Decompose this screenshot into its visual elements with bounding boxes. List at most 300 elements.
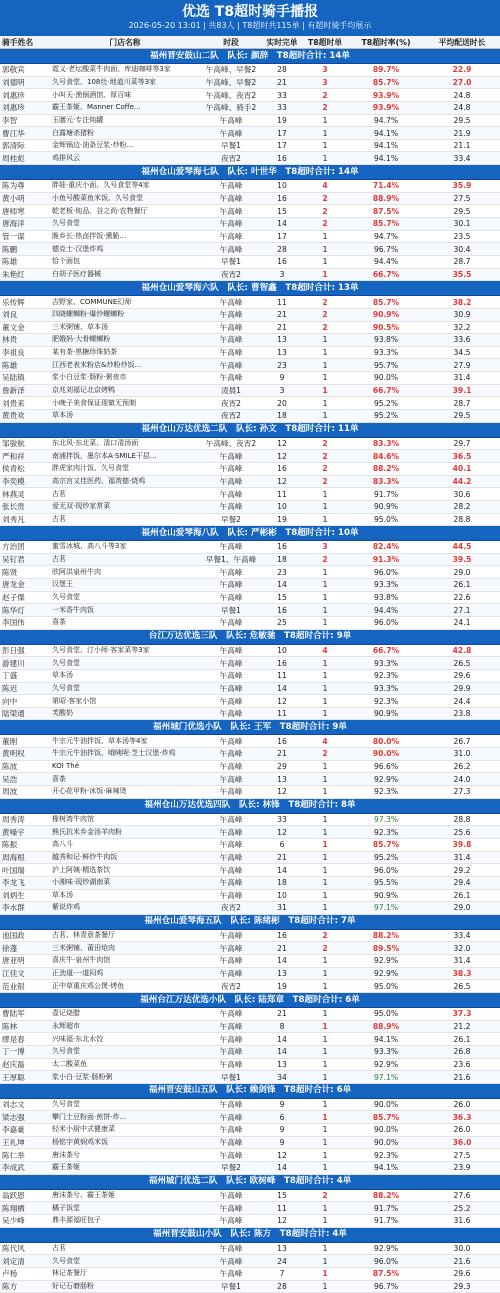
t8-rate: 96.0% <box>348 1255 424 1268</box>
team-header-row <box>0 1227 500 1242</box>
completed-count: 21 <box>262 942 302 955</box>
store-name: 四晓螺蛳粉·爆炒螺蛳粉 <box>50 308 200 321</box>
completed-count: 11 <box>262 1202 302 1215</box>
store-name: 橘子饭堂 <box>50 1202 200 1215</box>
t8-rate: 87.5% <box>348 1267 424 1280</box>
table-row <box>0 889 500 902</box>
completed-count: 13 <box>262 773 302 786</box>
store-name: 小叫天·渔锅酒馆、厚百味 <box>50 89 200 102</box>
rider-name: 王礼坤 <box>0 1136 50 1149</box>
t8-rate: 84.6% <box>348 450 424 463</box>
avg-duration: 37.3 <box>424 1008 500 1021</box>
t8-overtime-count: 2 <box>302 308 348 321</box>
t8-overtime-count: 1 <box>302 695 348 708</box>
rider-name: 曹陆军 <box>0 1008 50 1021</box>
store-name: 古茗 <box>50 513 200 526</box>
store-name: 脆乡长·热卤拌饭·熏脆... <box>50 230 200 243</box>
table-row <box>0 1124 500 1137</box>
t8-rate: 94.4% <box>348 255 424 268</box>
t8-rate: 91.7% <box>348 488 424 501</box>
table-row <box>0 230 500 243</box>
period: 早餐1 <box>200 1280 262 1293</box>
store-name: 京兆刘福记北京烤鸭 <box>50 384 200 397</box>
avg-duration: 33.4 <box>424 152 500 165</box>
completed-count: 33 <box>262 813 302 826</box>
col-t8-overtime: T8超时单 <box>302 36 348 49</box>
avg-duration: 29.5 <box>424 410 500 423</box>
rider-name: 徐蓬 <box>0 942 50 955</box>
completed-count: 12 <box>262 437 302 450</box>
table-row <box>0 942 500 955</box>
rider-name: 周波 <box>0 786 50 799</box>
store-name: 霓义·老坛酸菜牛肉面、库迪咖啡等3家 <box>50 64 200 77</box>
period: 午高峰 <box>200 1149 262 1162</box>
table-row <box>0 707 500 720</box>
t8-overtime-count: 1 <box>302 488 348 501</box>
avg-duration: 44.2 <box>424 475 500 488</box>
period: 午高峰 <box>200 967 262 980</box>
rider-name: 吴少峰 <box>0 1214 50 1227</box>
store-name: 芙酸奶 <box>50 707 200 720</box>
rider-name: 翁跃恩 <box>0 1189 50 1202</box>
rider-name: 陈鹏 <box>0 243 50 256</box>
store-name: 南浦拌饭、墨尔本A·SMILE干层... <box>50 450 200 463</box>
avg-duration: 30.6 <box>424 488 500 501</box>
completed-count: 31 <box>262 902 302 915</box>
avg-duration: 23.6 <box>424 1058 500 1071</box>
store-name: 越秀和记·鲜炒牛肉饭 <box>50 851 200 864</box>
rider-name: 唐龙金 <box>0 579 50 592</box>
rider-name: 向中 <box>0 695 50 708</box>
team-header-row <box>0 281 500 296</box>
t8-overtime-count: 2 <box>302 1189 348 1202</box>
completed-count: 18 <box>262 876 302 889</box>
table-row <box>0 748 500 761</box>
t8-rate: 93.3% <box>348 682 424 695</box>
t8-overtime-count: 1 <box>302 851 348 864</box>
period: 早餐1 <box>200 1071 262 1084</box>
period: 午高峰 <box>200 192 262 205</box>
t8-rate: 90.0% <box>348 1124 424 1137</box>
team-title: 福州城门优选小队 队长: 王军 T8超时合计: 9单 <box>0 720 500 735</box>
completed-count: 3 <box>262 268 302 281</box>
table-row <box>0 76 500 89</box>
t8-rate: 89.7% <box>348 64 424 77</box>
team-title: 福州台江万达优选小队 队长: 陆郑章 T8超时合计: 6单 <box>0 993 500 1008</box>
store-name: 太二酸菜鱼 <box>50 1058 200 1071</box>
period: 午高峰 <box>200 707 262 720</box>
avg-duration: 22.6 <box>424 591 500 604</box>
t8-rate: 97.1% <box>348 1071 424 1084</box>
completed-count: 11 <box>262 296 302 309</box>
team-title: 福州城门优选二队 队长: 欧树峰 T8超时合计: 4单 <box>0 1174 500 1189</box>
t8-rate: 85.7% <box>348 76 424 89</box>
table-row <box>0 695 500 708</box>
t8-rate: 90.9% <box>348 500 424 513</box>
t8-rate: 91.7% <box>348 1202 424 1215</box>
table-row <box>0 1214 500 1227</box>
completed-count: 14 <box>262 1045 302 1058</box>
t8-overtime-count: 1 <box>302 1255 348 1268</box>
period: 早餐1、午高峰 <box>200 553 262 566</box>
table-row <box>0 450 500 463</box>
t8-overtime-count: 3 <box>302 64 348 77</box>
avg-duration: 27.3 <box>424 786 500 799</box>
t8-overtime-count: 1 <box>302 127 348 140</box>
table-row <box>0 786 500 799</box>
table-row <box>0 1149 500 1162</box>
t8-overtime-count: 2 <box>302 296 348 309</box>
period: 午高峰、骑手2 <box>200 101 262 114</box>
t8-rate: 95.2% <box>348 397 424 410</box>
t8-rate: 94.7% <box>348 230 424 243</box>
t8-overtime-count: 1 <box>302 1020 348 1033</box>
t8-overtime-count: 1 <box>302 139 348 152</box>
avg-duration: 26.2 <box>424 760 500 773</box>
avg-duration: 23.8 <box>424 707 500 720</box>
t8-overtime-count: 2 <box>302 929 348 942</box>
completed-count: 21 <box>262 308 302 321</box>
rider-name: 李奕模 <box>0 475 50 488</box>
t8-rate: 96.0% <box>348 616 424 629</box>
t8-rate: 97.1% <box>348 902 424 915</box>
t8-rate: 90.9% <box>348 308 424 321</box>
table-row <box>0 218 500 231</box>
table-row <box>0 152 500 165</box>
t8-overtime-count: 2 <box>302 553 348 566</box>
t8-rate: 83.3% <box>348 475 424 488</box>
period: 午高峰 <box>200 1189 262 1202</box>
t8-rate: 94.1% <box>348 152 424 165</box>
period: 午高峰 <box>200 488 262 501</box>
avg-duration: 27.9 <box>424 359 500 372</box>
t8-rate: 85.7% <box>348 1111 424 1124</box>
store-name: 浆小白·豆浆·肠粉粥 <box>50 1071 200 1084</box>
completed-count: 33 <box>262 101 302 114</box>
t8-overtime-count: 1 <box>302 152 348 165</box>
t8-rate: 96.7% <box>348 243 424 256</box>
t8-overtime-count: 1 <box>302 591 348 604</box>
t8-rate: 87.5% <box>348 205 424 218</box>
period: 午高峰 <box>200 838 262 851</box>
table-row <box>0 682 500 695</box>
period: 午高峰 <box>200 579 262 592</box>
period: 午高峰 <box>200 760 262 773</box>
completed-count: 11 <box>262 669 302 682</box>
avg-duration: 26.0 <box>424 1124 500 1137</box>
table-row <box>0 308 500 321</box>
avg-duration: 29.0 <box>424 566 500 579</box>
t8-rate: 93.3% <box>348 579 424 592</box>
table-row <box>0 669 500 682</box>
table-row <box>0 1189 500 1202</box>
rider-name: 陈翔栖 <box>0 1202 50 1215</box>
t8-rate: 95.0% <box>348 513 424 526</box>
completed-count: 12 <box>262 450 302 463</box>
t8-overtime-count: 1 <box>302 1136 348 1149</box>
period: 午高峰 <box>200 308 262 321</box>
completed-count: 16 <box>262 604 302 617</box>
avg-duration: 32.2 <box>424 321 500 334</box>
rider-name: 董刚 <box>0 735 50 748</box>
rider-name: 黄嗓宇 <box>0 826 50 839</box>
team-title: 福州仓山爱琴海八队 队长: 严彬彬 T8超时合计: 10单 <box>0 526 500 541</box>
table-row <box>0 205 500 218</box>
completed-count: 28 <box>262 1280 302 1293</box>
avg-duration: 29.6 <box>424 669 500 682</box>
rider-name: 李智 <box>0 114 50 127</box>
period: 午高峰 <box>200 786 262 799</box>
store-name: 三米粥铺、草本汤 <box>50 321 200 334</box>
rider-name: 李水群 <box>0 902 50 915</box>
period: 午高峰 <box>200 748 262 761</box>
completed-count: 12 <box>262 1214 302 1227</box>
completed-count: 14 <box>262 864 302 877</box>
avg-duration: 27.5 <box>424 192 500 205</box>
table-header-row <box>0 36 500 49</box>
store-name: 古茗 <box>50 553 200 566</box>
completed-count: 21 <box>262 76 302 89</box>
rider-name: 叶国瑞 <box>0 864 50 877</box>
t8-rate: 94.1% <box>348 139 424 152</box>
period: 午高峰 <box>200 813 262 826</box>
store-name: KOI Thé <box>50 760 200 773</box>
avg-duration: 33.4 <box>424 929 500 942</box>
t8-rate: 89.5% <box>348 942 424 955</box>
period: 午高峰 <box>200 942 262 955</box>
table-row <box>0 1058 500 1071</box>
t8-rate: 66.7% <box>348 644 424 657</box>
t8-overtime-count: 1 <box>302 255 348 268</box>
period: 夜宵2 <box>200 152 262 165</box>
team-title: 福州仓山万达优选二队 队长: 孙文 T8超时合计: 11单 <box>0 422 500 437</box>
t8-overtime-count: 1 <box>302 657 348 670</box>
avg-duration: 24.0 <box>424 773 500 786</box>
period: 午高峰 <box>200 644 262 657</box>
t8-overtime-count: 1 <box>302 397 348 410</box>
rider-name: 吴钉君 <box>0 553 50 566</box>
store-name: 橡树湾牛肉馆 <box>50 813 200 826</box>
rider-name: 李成武 <box>0 1162 50 1175</box>
rider-name: 丁盛 <box>0 669 50 682</box>
t8-overtime-count: 1 <box>302 889 348 902</box>
t8-overtime-count: 1 <box>302 682 348 695</box>
table-row <box>0 876 500 889</box>
store-name: 霸王茶姬、Manner Coffe... <box>50 101 200 114</box>
completed-count: 16 <box>262 657 302 670</box>
avg-duration: 24.1 <box>424 616 500 629</box>
store-name: 草本汤 <box>50 889 200 902</box>
store-name: 久号食堂、汀小师·客家菜等3家 <box>50 644 200 657</box>
store-name: 白露塘杀猪粉 <box>50 127 200 140</box>
avg-duration: 36.3 <box>424 1111 500 1124</box>
table-row <box>0 1071 500 1084</box>
store-name: 杨铭宇黄焖鸡米饭 <box>50 1136 200 1149</box>
store-name: 小晚子美食保证现做无预制 <box>50 397 200 410</box>
period: 午高峰 <box>200 541 262 554</box>
period: 午高峰 <box>200 955 262 968</box>
avg-duration: 27.5 <box>424 1149 500 1162</box>
table-row <box>0 397 500 410</box>
rider-name: 陈仁举 <box>0 1149 50 1162</box>
store-name: 东北风·东北菜、清口清汤面 <box>50 437 200 450</box>
team-header-row <box>0 629 500 644</box>
completed-count: 15 <box>262 1189 302 1202</box>
store-name: 玉膳元·专注炖罐 <box>50 114 200 127</box>
store-name: 永辉超市 <box>50 1020 200 1033</box>
period: 早餐2 <box>200 1162 262 1175</box>
completed-count: 13 <box>262 967 302 980</box>
store-name: 唐沫茶兮 <box>50 1149 200 1162</box>
period: 午高峰 <box>200 1020 262 1033</box>
col-completed: 实时完单 <box>262 36 302 49</box>
table-row <box>0 334 500 347</box>
t8-overtime-count: 2 <box>302 89 348 102</box>
store-name: 兴味福·东北水饺 <box>50 1033 200 1046</box>
completed-count: 21 <box>262 748 302 761</box>
avg-duration: 39.8 <box>424 838 500 851</box>
avg-duration: 23.9 <box>424 1162 500 1175</box>
store-name: 草本汤 <box>50 669 200 682</box>
avg-duration: 29.0 <box>424 902 500 915</box>
rider-table <box>0 36 500 1293</box>
t8-overtime-count: 1 <box>302 1242 348 1255</box>
period: 午高峰 <box>200 1098 262 1111</box>
period: 午高峰 <box>200 321 262 334</box>
t8-overtime-count: 1 <box>302 1149 348 1162</box>
avg-duration: 40.1 <box>424 462 500 475</box>
avg-duration: 26.1 <box>424 1033 500 1046</box>
completed-count: 17 <box>262 127 302 140</box>
t8-overtime-count: 1 <box>302 707 348 720</box>
t8-overtime-count: 3 <box>302 76 348 89</box>
rider-name: 陈为尊 <box>0 180 50 193</box>
t8-rate: 94.4% <box>348 604 424 617</box>
store-name: 乾老板·炖品、谷之尚·农物餐厅 <box>50 205 200 218</box>
table-row <box>0 591 500 604</box>
table-row <box>0 1020 500 1033</box>
avg-duration: 30.9 <box>424 308 500 321</box>
avg-duration: 24.8 <box>424 89 500 102</box>
t8-rate: 96.6% <box>348 760 424 773</box>
t8-overtime-count: 1 <box>302 876 348 889</box>
t8-rate: 93.3% <box>348 657 424 670</box>
t8-rate: 80.0% <box>348 735 424 748</box>
store-name: 久号食堂 <box>50 1045 200 1058</box>
completed-count: 3 <box>262 384 302 397</box>
period: 午高峰 <box>200 500 262 513</box>
table-row <box>0 139 500 152</box>
avg-duration: 38.2 <box>424 296 500 309</box>
rider-name: 李嘉豪 <box>0 1124 50 1137</box>
table-row <box>0 513 500 526</box>
period: 午高峰 <box>200 591 262 604</box>
t8-rate: 90.0% <box>348 748 424 761</box>
rider-name: 张长贵 <box>0 500 50 513</box>
t8-rate: 66.7% <box>348 268 424 281</box>
store-name: 爱无双·现炒家常菜 <box>50 500 200 513</box>
rider-name: 董文金 <box>0 321 50 334</box>
rider-name: 陈代风 <box>0 1242 50 1255</box>
store-name: 胖娃·重庆小面、久号食堂等4家 <box>50 180 200 193</box>
period: 凌晨1 <box>200 384 262 397</box>
table-row <box>0 1008 500 1021</box>
t8-overtime-count: 1 <box>302 1111 348 1124</box>
avg-duration: 27.6 <box>424 1189 500 1202</box>
store-name: 欣阿洪泉州牛肉 <box>50 566 200 579</box>
completed-count: 14 <box>262 579 302 592</box>
t8-rate: 93.8% <box>348 334 424 347</box>
store-name: 熊氏抗米乡金汤羊肉粉 <box>50 826 200 839</box>
table-row <box>0 488 500 501</box>
avg-duration: 21.6 <box>424 1071 500 1084</box>
rider-name: 李国伟 <box>0 616 50 629</box>
rider-name: 陈林 <box>0 1020 50 1033</box>
rider-name: 池国政 <box>0 929 50 942</box>
completed-count: 13 <box>262 346 302 359</box>
rider-name: 陆梁通 <box>0 707 50 720</box>
t8-rate: 93.8% <box>348 591 424 604</box>
period: 午高峰 <box>200 1045 262 1058</box>
rider-name: 刘定清 <box>0 1255 50 1268</box>
rider-name: 吴陆镇 <box>0 372 50 385</box>
completed-count: 25 <box>262 616 302 629</box>
completed-count: 23 <box>262 359 302 372</box>
store-name: 古茗 <box>50 488 200 501</box>
completed-count: 28 <box>262 64 302 77</box>
completed-count: 14 <box>262 1162 302 1175</box>
t8-rate: 93.9% <box>348 101 424 114</box>
page-title: 优选 T8超时骑手播报 <box>181 4 319 20</box>
team-title: 福州晋安鼓山小队 队长: 陈方 T8超时合计: 4单 <box>0 1227 500 1242</box>
completed-count: 6 <box>262 1111 302 1124</box>
t8-rate: 96.0% <box>348 864 424 877</box>
t8-rate: 71.4% <box>348 180 424 193</box>
rider-name: 丁一博 <box>0 1045 50 1058</box>
t8-overtime-count: 1 <box>302 616 348 629</box>
completed-count: 19 <box>262 513 302 526</box>
t8-rate: 93.3% <box>348 1045 424 1058</box>
store-name: 喜茶 <box>50 773 200 786</box>
period: 早餐1 <box>200 604 262 617</box>
t8-overtime-count: 1 <box>302 1033 348 1046</box>
rider-name: 江佳文 <box>0 967 50 980</box>
completed-count: 16 <box>262 152 302 165</box>
col-avg-duration: 平均配送时长 <box>424 36 500 49</box>
avg-duration: 21.6 <box>424 1255 500 1268</box>
t8-overtime-count: 2 <box>302 205 348 218</box>
completed-count: 33 <box>262 89 302 102</box>
completed-count: 16 <box>262 462 302 475</box>
completed-count: 14 <box>262 955 302 968</box>
completed-count: 11 <box>262 707 302 720</box>
t8-overtime-count: 1 <box>302 760 348 773</box>
period: 早餐2 <box>200 513 262 526</box>
t8-overtime-count: 1 <box>302 500 348 513</box>
completed-count: 14 <box>262 1033 302 1046</box>
store-name: 恰个面包 <box>50 255 200 268</box>
avg-duration: 21.1 <box>424 139 500 152</box>
store-name: 牛宗元牛油拌饭、哦咦呢·芝士汉堡·炸鸡 <box>50 748 200 761</box>
t8-rate: 90.0% <box>348 1098 424 1111</box>
store-name: 喜茶 <box>50 616 200 629</box>
t8-overtime-count: 1 <box>302 268 348 281</box>
table-row <box>0 180 500 193</box>
t8-rate: 92.9% <box>348 955 424 968</box>
t8-rate: 83.3% <box>348 437 424 450</box>
t8-rate: 88.2% <box>348 929 424 942</box>
period: 午高峰 <box>200 243 262 256</box>
